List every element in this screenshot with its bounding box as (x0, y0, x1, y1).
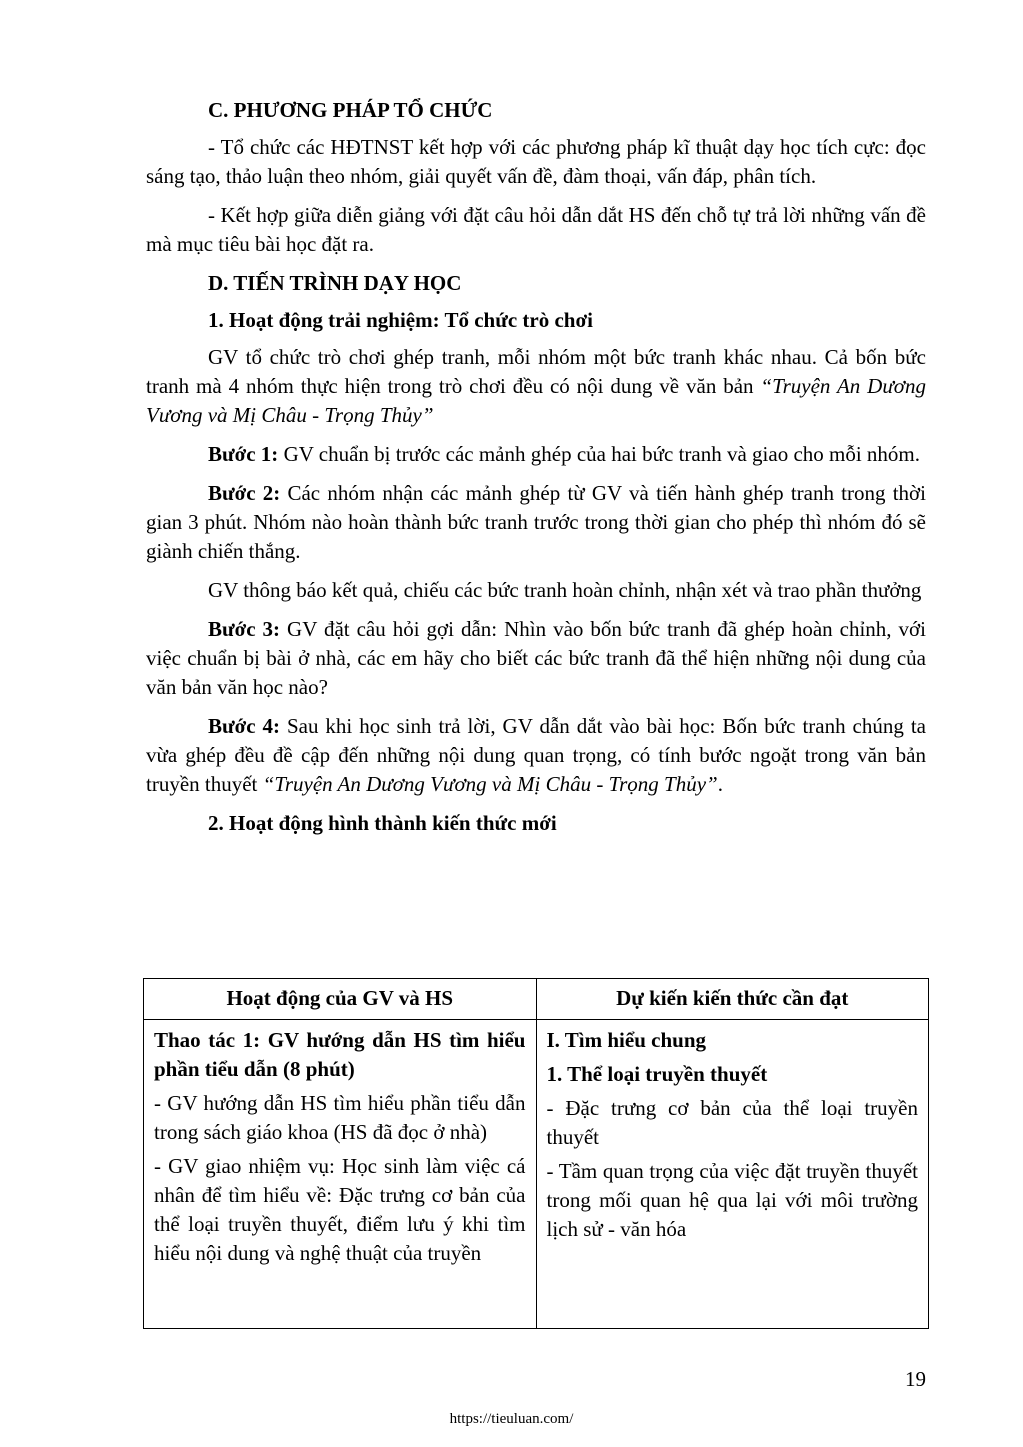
genre-heading: 1. Thể loại truyền thuyết (546, 1062, 768, 1086)
section-d-heading: D. TIẾN TRÌNH DẠY HỌC (208, 271, 462, 295)
table-header-row (144, 979, 929, 1020)
table-row (144, 1020, 929, 1329)
page-number: 19 (905, 1367, 926, 1391)
step-2-text: Các nhóm nhận các mảnh ghép từ GV và tiến hành ghép tranh trong thời gian 3 phút. Nhóm nào hoàn thành bức tranh trước trong thời gian cho phép thì nhóm đó sẽ giành chiến thắng. (146, 481, 926, 563)
task-1-item-2: - GV giao nhiệm vụ: Học sinh làm việc cá nhân để tìm hiểu về: Đặc trưng cơ bản của thể loại truyền thuyết, điểm lưu ý khi tìm hiểu nội dung và nghệ thuật của truyền (154, 1154, 526, 1265)
step-3-paragraph (146, 615, 926, 702)
general-heading: I. Tìm hiểu chung (546, 1028, 706, 1052)
step-4-title: “Truyện An Dương Vương và Mị Châu - Trọng Thủy” (262, 772, 718, 796)
step-2-paragraph (146, 479, 926, 566)
announce-paragraph: GV thông báo kết quả, chiếu các bức tranh hoàn chỉnh, nhận xét và trao phần thưởng (208, 578, 922, 602)
genre-item-1: - Đặc trưng cơ bản của thể loại truyền thuyết (546, 1096, 918, 1149)
step-4-end: . (717, 772, 723, 796)
page-body (146, 96, 926, 838)
step-2-label: Bước 2: (208, 481, 281, 505)
game-intro-title: “Truyện An Dương Vương và Mị Châu - Trọng Thủy” (146, 374, 926, 427)
game-intro-paragraph (146, 343, 926, 430)
section-c-paragraph-1: - Tổ chức các HĐTNST kết hợp với các phương pháp kĩ thuật dạy học tích cực: đọc sáng tạo, thảo luận theo nhóm, giải quyết vấn đề, đàm thoại, vấn đáp, phân tích. (146, 135, 926, 188)
task-1-item-1: - GV hướng dẫn HS tìm hiểu phần tiểu dẫn trong sách giáo khoa (HS đã đọc ở nhà) (154, 1091, 526, 1144)
step-1-paragraph (146, 440, 926, 469)
step-1-label: Bước 1: (208, 442, 279, 466)
section-c-paragraph-2: - Kết hợp giữa diễn giảng với đặt câu hỏi dẫn dắt HS đến chỗ tự trả lời những vấn đề mà mục tiêu bài học đặt ra. (146, 203, 926, 256)
lesson-table (143, 978, 929, 1329)
step-4-label: Bước 4: (208, 714, 281, 738)
activity-2-heading: 2. Hoạt động hình thành kiến thức mới (208, 811, 557, 835)
step-3-text: GV đặt câu hỏi gợi dẫn: Nhìn vào bốn bức tranh đã ghép hoàn chỉnh, với việc chuẩn bị bài ở nhà, các em hãy cho biết các bức tranh đã thể hiện những nội dung của văn bản văn học nào? (146, 617, 926, 699)
col-header-expected-knowledge: Dự kiến kiến thức cần đạt (536, 979, 929, 1020)
step-3-label: Bước 3: (208, 617, 281, 641)
activity-1-heading: 1. Hoạt động trải nghiệm: Tổ chức trò chơi (208, 308, 593, 332)
col-header-activities: Hoạt động của GV và HS (144, 979, 537, 1020)
step-4-text: Sau khi học sinh trả lời, GV dẫn dắt vào bài học: Bốn bức tranh chúng ta vừa ghép đều đề cập đến những nội dung quan trọng, có tính bước ngoặt trong văn bản truyền thuyết (146, 714, 926, 796)
task-1-title: Thao tác 1: GV hướng dẫn HS tìm hiểu phần tiểu dẫn (8 phút) (154, 1028, 526, 1081)
step-1-text: GV chuẩn bị trước các mảnh ghép của hai bức tranh và giao cho mỗi nhóm. (278, 442, 921, 466)
cell-expected-knowledge (536, 1020, 929, 1329)
step-4-paragraph (146, 712, 926, 799)
section-c-heading: C. PHƯƠNG PHÁP TỔ CHỨC (208, 98, 493, 122)
genre-item-2: - Tầm quan trọng của việc đặt truyền thuyết trong mối quan hệ qua lại với môi trường lịch sử - văn hóa (546, 1159, 918, 1241)
cell-activities (144, 1020, 537, 1329)
footer-url: https://tieuluan.com/ (449, 1411, 574, 1427)
game-intro-text: GV tổ chức trò chơi ghép tranh, mỗi nhóm một bức tranh khác nhau. Cả bốn bức tranh mà 4 nhóm thực hiện trong trò chơi đều có nội dung về văn bản (146, 345, 926, 398)
